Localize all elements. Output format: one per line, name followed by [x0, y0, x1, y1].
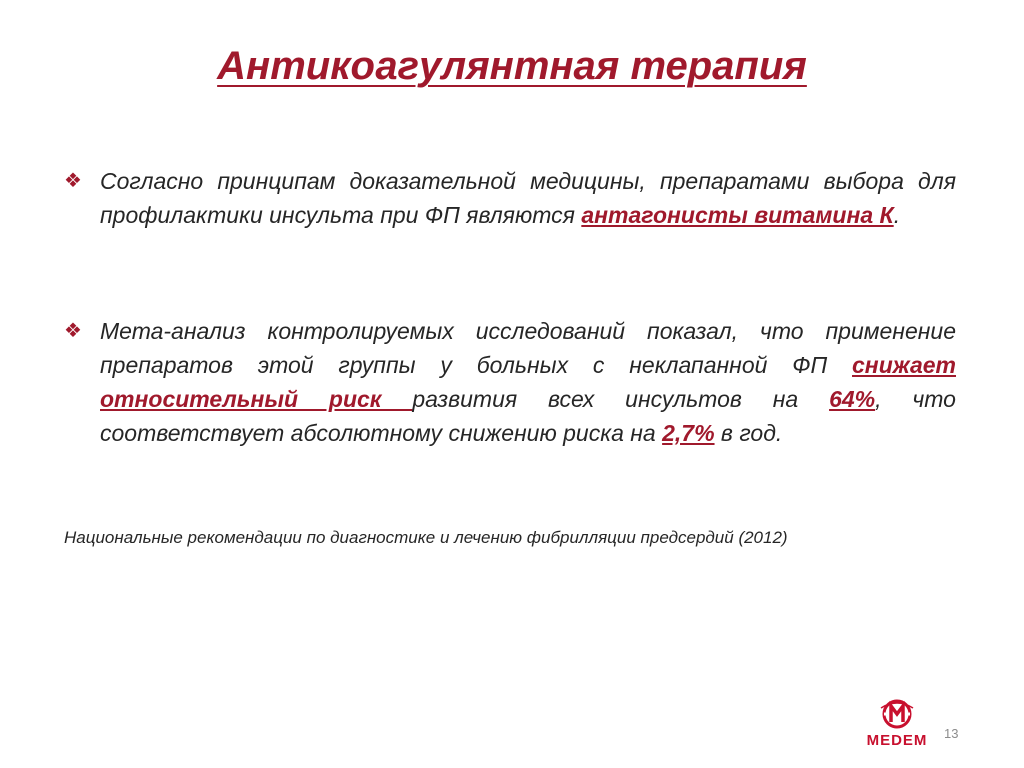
slide-title-text: Антикоагулянтная терапия [217, 44, 807, 88]
bullet-1-text-part-1: Согласно принципам доказательной медицины, препаратами выбора для профилактики инсульта при ФП являются [100, 168, 956, 228]
bullet-1-highlight-vka: антагонисты витамина К [581, 202, 894, 228]
diamond-bullet-icon: ❖ [64, 170, 82, 192]
slide-title [0, 44, 1024, 89]
medem-logo [854, 694, 940, 754]
bullet-item-2 [64, 314, 956, 450]
logo-text: MEDEM [866, 732, 928, 749]
page-number: 13 [944, 726, 959, 741]
diamond-bullet-icon: ❖ [64, 320, 82, 342]
bullet-text-1 [100, 164, 956, 232]
bullet-2-text-part-1: Мета-анализ контролируемых исследований показал, что применение препаратов этой группы у больных с неклапанной ФП [100, 318, 956, 378]
bullet-1-text-part-2: . [893, 202, 901, 228]
medem-globe-logo-icon [854, 694, 940, 734]
bullet-text-2 [100, 314, 956, 450]
bullet-2-text-part-2: развития всех инсультов на [412, 386, 830, 412]
source-citation: Национальные рекомендации по диагностике и лечению фибрилляции предсердий (2012) [64, 528, 788, 547]
bullet-2-highlight-27: 2,7% [662, 420, 715, 446]
bullet-2-highlight-risk: снижает относительный риск [100, 352, 956, 412]
bullet-2-text-part-4: в год. [714, 420, 783, 446]
bullet-2-text-part-3: , что соответствует абсолютному снижению риска на [100, 386, 956, 446]
bullet-item-1 [64, 164, 956, 232]
bullet-2-highlight-64: 64% [829, 386, 876, 412]
